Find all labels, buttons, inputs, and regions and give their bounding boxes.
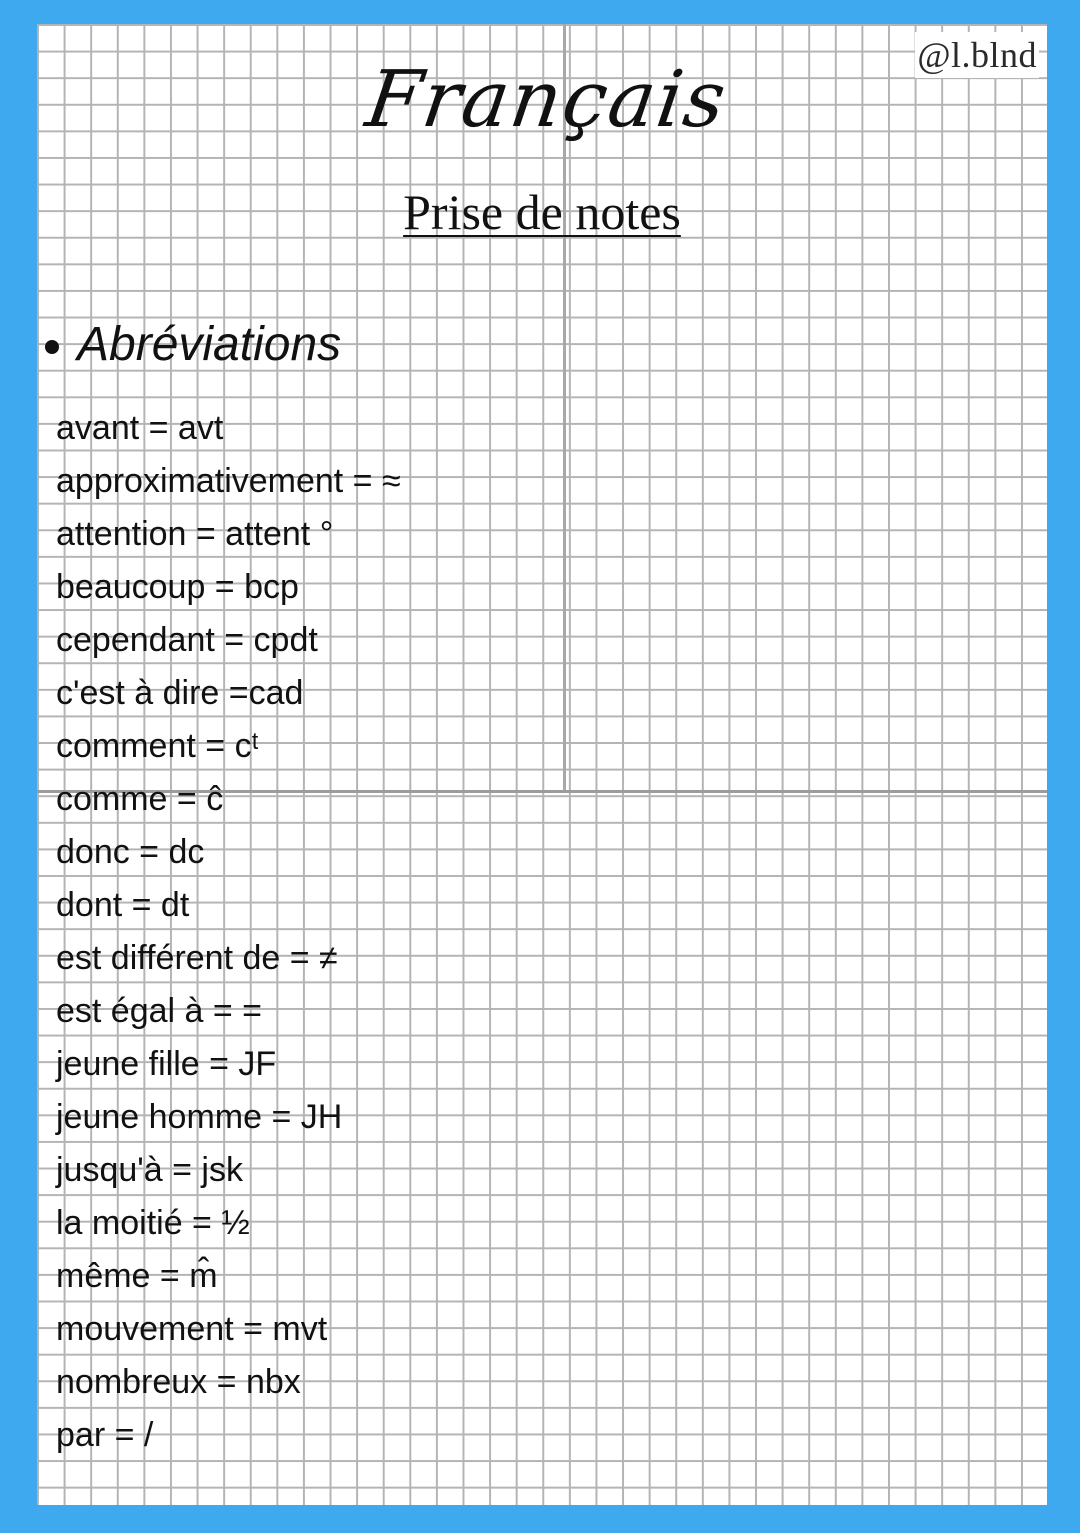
list-item: la moitié = ½ [56,1204,250,1242]
list-item: est différent de = ≠ [56,939,338,977]
grid-paper-sheet [37,24,1047,1505]
list-item: attention = attent ° [56,515,334,553]
list-item: c'est à dire =cad [56,674,304,712]
list-item: donc = dc [56,833,205,871]
list-item: beaucoup = bcp [56,568,299,606]
list-item: jeune fille = JF [56,1045,277,1083]
author-handle: @l.blnd [915,32,1039,78]
bullet-icon [45,340,59,354]
list-item: jusqu'à = jsk [56,1151,243,1189]
list-item: mouvement = mvt [56,1310,328,1348]
list-item: dont = dt [56,886,190,924]
list-item: comment = cᵗ [56,727,260,765]
list-item: approximativement = ≈ [56,462,401,500]
list-item: est égal à = = [56,992,263,1030]
list-item: comme = ĉ [56,780,224,818]
list-item: nombreux = nbx [56,1363,301,1401]
list-item: cependant = cpdt [56,621,318,659]
abbreviation-list [56,402,401,1462]
list-item: par = / [56,1416,154,1454]
page-subtitle: Prise de notes [403,184,681,240]
list-item: avant = avt [56,409,224,447]
list-item: même = m̂ [56,1257,218,1295]
section-heading [45,317,341,372]
list-item: jeune homme = JH [56,1098,343,1136]
page-title: Français [360,55,733,145]
section-heading-text: Abréviations [77,318,342,371]
